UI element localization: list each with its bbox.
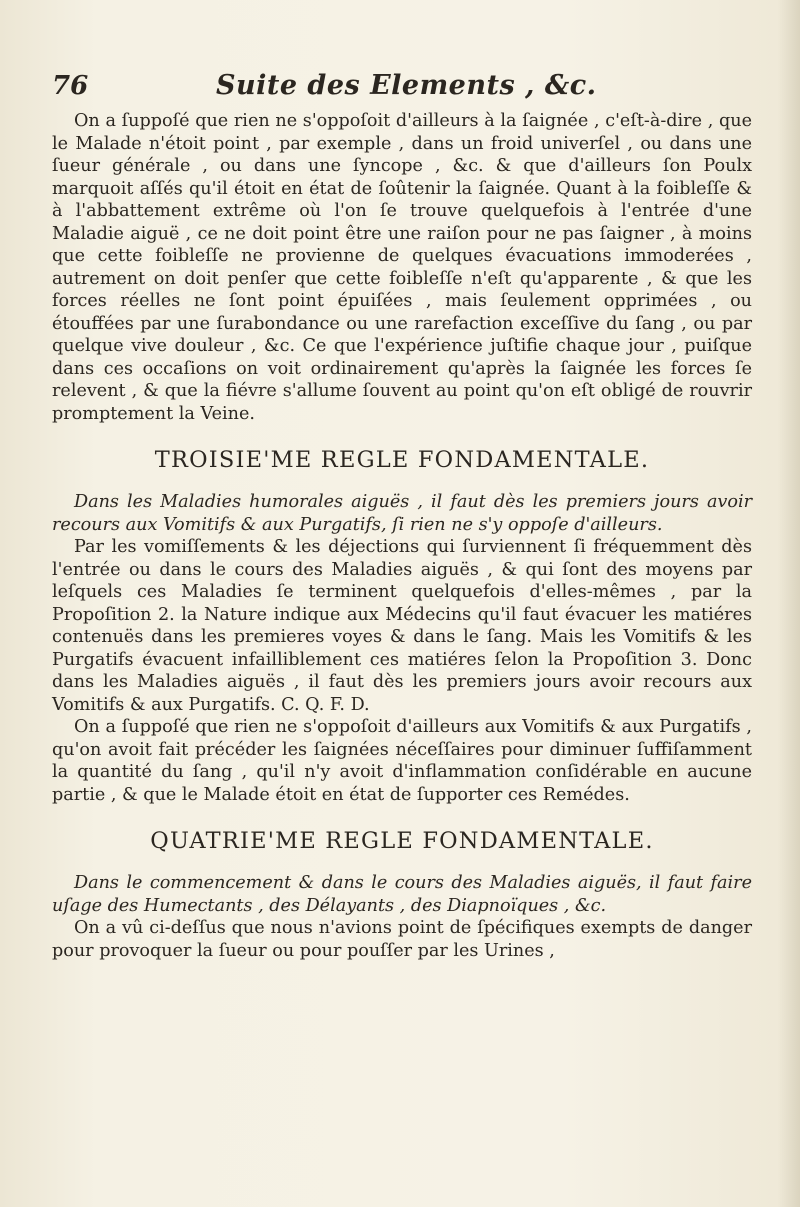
page-header (52, 70, 752, 104)
section-heading-fourth-rule: QUATRIE'ME REGLE FONDAMENTALE. (150, 828, 654, 854)
running-title: Suite des Elements , &c. (216, 70, 597, 101)
paragraph-intro: On a ſuppoſé que rien ne s'oppoſoit d'ailleurs à la ſaignée , c'eſt-à-dire , que le Malade n'étoit point , par exemple , dans un froid univerſel , ou dans une ſueur générale , ou dans une ſyncope , &c. & que d'ailleurs ſon Poulx marquoit aſſés qu'il étoit en état de ſoûtenir la ſaignée. Quant à la foibleſſe & à l'abbattement extrême où l'on ſe trouve quelquefois à l'entrée d'une Maladie aiguë , ce ne doit point être une raiſon pour ne pas ſaigner , à moins que cette foibleſſe ne provienne de quelques évacuations immoderées , autrement on doit penſer que cette foibleſſe n'eſt qu'apparente , & que les forces réelles ne ſont point épuiſées , mais ſeulement opprimées , ou étouffées par une ſurabondance ou une rarefaction exceſſive du ſang , ou par quelque vive douleur , &c. Ce que l'expérience juſtifie chaque jour , puiſque dans ces occaſions on voit ordinairement qu'après la ſaignée les forces ſe relevent , & que la fiévre s'allume ſouvent au point qu'on eſt obligé de rouvrir promptement la Veine. (52, 111, 752, 424)
page-content (52, 70, 752, 962)
section-heading-third-rule: TROISIE'ME REGLE FONDAMENTALE. (154, 447, 650, 473)
rule-statement-fourth: Dans le commencement & dans le cours des Maladies aiguës, il faut faire uſage des Humectants , des Délayants , des Diapnoïques , &c. (52, 873, 752, 916)
page-number: 76 (52, 71, 89, 101)
rule-statement-third: Dans les Maladies humorales aiguës , il faut dès les premiers jours avoir recours aux Vomitifs & aux Purgatifs, ſi rien ne s'y oppoſe d'ailleurs. (52, 492, 752, 535)
paragraph-third-demonstration: Par les vomiſſements & les déjections qui ſurviennent ſi fréquemment dès l'entrée ou dans le cours des Maladies aiguës , & qui ſont des moyens par leſquels ces Maladies ſe terminent quelquefois d'elles-mêmes , par la Propoſition 2. la Nature indique aux Médecins qu'il faut évacuer les matiéres contenuës dans les premieres voyes & dans le ſang. Mais les Vomitifs & les Purgatifs évacuent infailliblement ces matiéres ſelon la Propoſition 3. Donc dans les Maladies aiguës , il faut dès les premiers jours avoir recours aux Vomitifs & aux Purgatifs. C. Q. F. D. (52, 537, 752, 715)
page-spine-shadow (778, 0, 800, 1207)
paragraph-third-remark: On a ſuppoſé que rien ne s'oppoſoit d'ailleurs aux Vomitifs & aux Purgatifs , qu'on avoit fait précéder les ſaignées néceſſaires pour diminuer ſuffiſamment la quantité du ſang , qu'il n'y avoit d'inflammation conſidérable en aucune partie , & que le Malade étoit en état de ſupporter ces Remédes. (52, 717, 752, 805)
paragraph-fourth-body: On a vû ci-deſſus que nous n'avions point de ſpécifiques exempts de danger pour provoquer la ſueur ou pour pouſſer par les Urines , (52, 918, 752, 961)
